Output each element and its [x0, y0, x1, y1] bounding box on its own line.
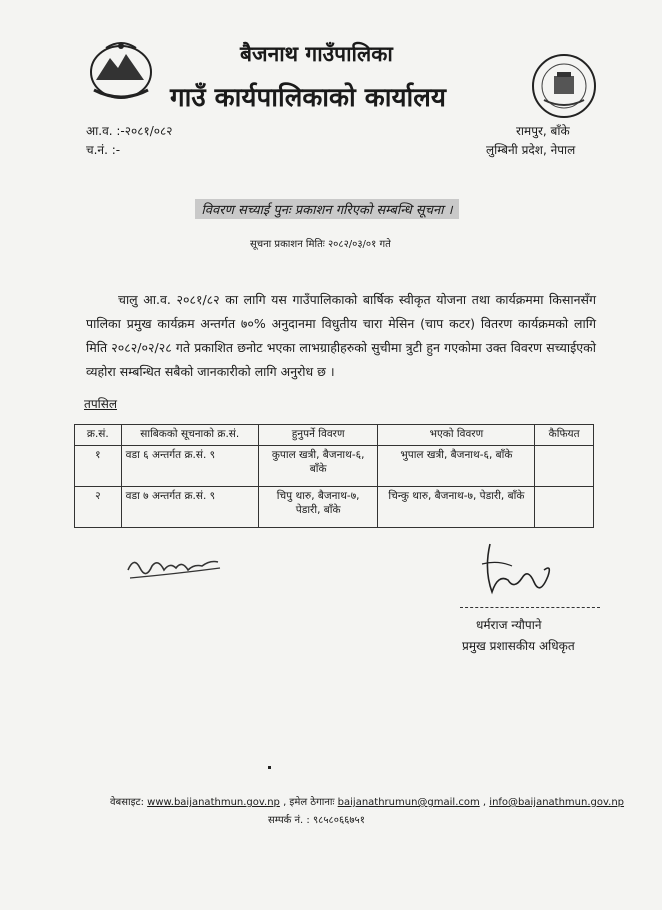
- header-correct-details: हुनुपर्ने विवरण: [258, 425, 378, 446]
- signatory-title: प्रमुख प्रशासकीय अधिकृत: [462, 639, 575, 653]
- email-link-primary[interactable]: baijanathrumun@gmail.com: [337, 797, 480, 808]
- ink-dot: [268, 766, 271, 769]
- table-cell: भुपाल खत्री, बैजनाथ-६, बाँके: [378, 446, 535, 487]
- notice-subject: विवरण सच्याई पुनः प्रकाशन गरिएको सम्बन्धि सूचना ।: [195, 199, 459, 219]
- published-date: सूचना प्रकाशन मितिः २०८२/०३/०१ गते: [250, 239, 391, 250]
- email-label: , इमेल ठेगानाः: [283, 797, 335, 808]
- footer-contact-line: वेबसाइट: www.baijanathmun.gov.np , इमेल ठेगानाः baijanathrumun@gmail.com , info@baijanathmun.gov.np: [110, 797, 625, 808]
- table-cell: वडा ७ अन्तर्गत क्र.सं. ९: [121, 487, 258, 528]
- municipality-seal-icon: [530, 52, 598, 120]
- handwritten-note: [124, 548, 224, 584]
- header-existing-details: भएको विवरण: [378, 425, 535, 446]
- header-previous-serial: साबिकको सूचनाको क्र.सं.: [121, 425, 258, 446]
- table-cell: चिपु थारु, बैजनाथ-७, पेडारी, बाँके: [258, 487, 378, 528]
- location-line2: लुम्बिनी प्रदेश, नेपाल: [486, 143, 576, 157]
- notice-body: चालु आ.व. २०८१/८२ का लागि यस गाउँपालिकाको बार्षिक स्वीकृत योजना तथा कार्यक्रममा किसानसँग पालिका प्रमुख कार्यक्रम अन्तर्गत ७०% अनुदानमा विधुतीय चारा मेसिन (चाप कटर) वितरण कार्यक्रमको लागि मिति २०८२/०२/२८ गते प्रकाशित छनोट भएका लाभग्राहीहरुको सुचीमा त्रुटी हुन गएकोमा उक्त विवरण सच्याईएको व्यहोरा सम्बन्धित सबैको जानकारीको लागि अनुरोध छ ।: [86, 292, 596, 379]
- reference-number: च.नं. :-: [86, 143, 121, 157]
- table-cell: वडा ६ अन्तर्गत क्र.सं. ९: [121, 446, 258, 487]
- table-cell: २: [75, 487, 122, 528]
- fiscal-year: आ.व. :-२०८१/०८२: [86, 124, 173, 138]
- office-name: गाउँ कार्यपालिकाको कार्यालय: [170, 83, 446, 113]
- table-cell: चिन्कु थारु, बैजनाथ-७, पेडारी, बाँके: [378, 487, 535, 528]
- header-remarks: कैफियत: [535, 425, 594, 446]
- municipality-name: बैजनाथ गाउँपालिका: [240, 42, 393, 66]
- email-link-secondary[interactable]: info@baijanathmun.gov.np: [489, 797, 625, 808]
- details-label: तपसिल: [84, 397, 118, 411]
- table-cell: १: [75, 446, 122, 487]
- correction-table: [74, 424, 594, 528]
- website-link[interactable]: www.baijanathmun.gov.np: [147, 797, 280, 808]
- table-row: [75, 487, 594, 528]
- table-row: [75, 446, 594, 487]
- header-serial: क्र.सं.: [75, 425, 122, 446]
- table-cell: कुपाल खत्री, बैजनाथ-६, बाँके: [258, 446, 378, 487]
- website-label: वेबसाइट:: [110, 797, 144, 808]
- signatory-name: धर्मराज न्यौपाने: [476, 618, 542, 632]
- signature: [478, 540, 558, 604]
- nepal-emblem-icon: [86, 36, 156, 104]
- table-cell: [535, 487, 594, 528]
- contact-number: सम्पर्क नं. : ९८५८०६६७५१: [268, 815, 365, 826]
- signature-line: [460, 607, 600, 608]
- table-cell: [535, 446, 594, 487]
- location-line1: रामपुर, बाँके: [516, 124, 570, 138]
- table-header-row: [75, 425, 594, 446]
